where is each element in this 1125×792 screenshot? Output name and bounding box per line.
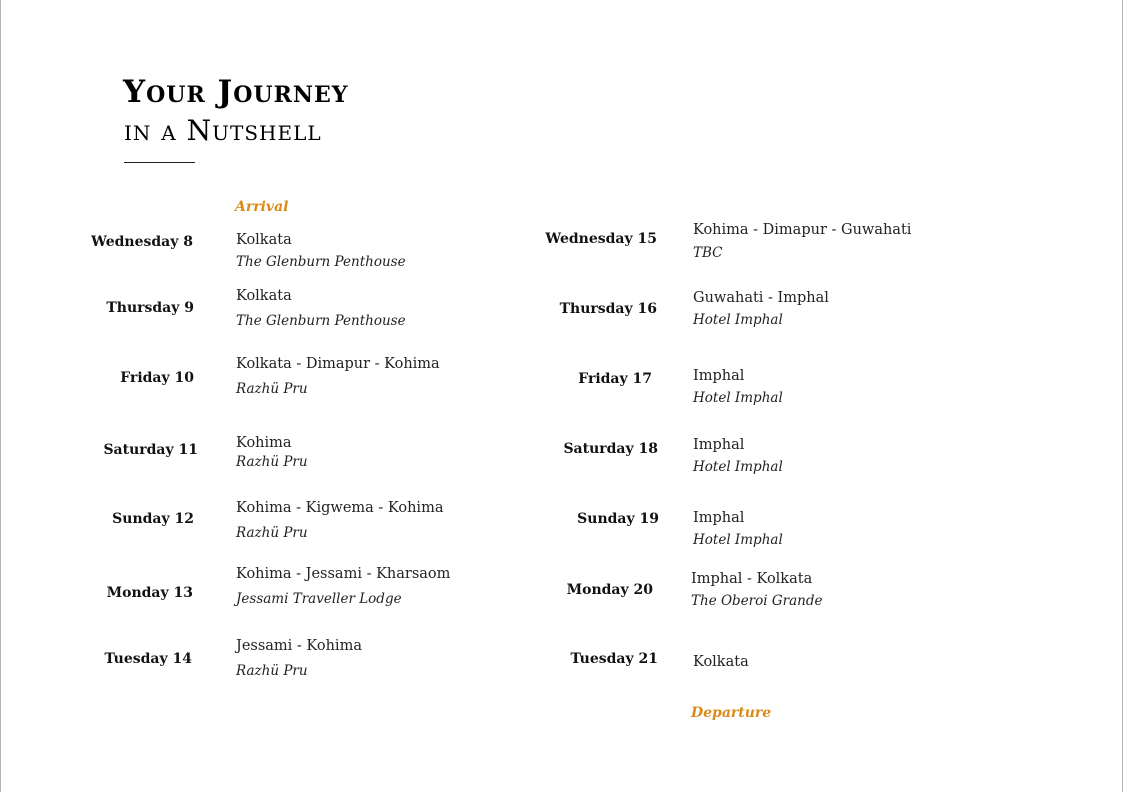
accommodation-text: Razhü Pru	[236, 454, 308, 470]
route-text: Kolkata - Dimapur - Kohima	[236, 356, 440, 372]
accommodation-text: Hotel Imphal	[693, 312, 783, 328]
title-underline	[124, 162, 195, 163]
route-text: Imphal	[693, 437, 745, 453]
day-label: Thursday 9	[106, 300, 194, 316]
route-text: Imphal - Kolkata	[691, 571, 813, 587]
accommodation-text: Razhü Pru	[236, 663, 308, 679]
accommodation-text: The Glenburn Penthouse	[236, 313, 406, 329]
accommodation-text: Hotel Imphal	[693, 532, 783, 548]
day-label: Tuesday 21	[570, 651, 658, 667]
route-text: Kolkata	[236, 232, 292, 248]
route-text: Kohima - Kigwema - Kohima	[236, 500, 444, 516]
day-label: Tuesday 14	[104, 651, 192, 667]
page-subtitle: in a Nutshell	[124, 114, 322, 147]
day-label: Saturday 18	[563, 441, 658, 457]
route-text: Kohima - Jessami - Kharsaom	[236, 566, 451, 582]
accommodation-text: Razhü Pru	[236, 525, 308, 541]
accommodation-text: Hotel Imphal	[693, 459, 783, 475]
page-title: Your Journey	[123, 74, 349, 110]
arrival-label: Arrival	[235, 199, 289, 215]
day-label: Wednesday 15	[545, 231, 657, 247]
departure-label: Departure	[691, 705, 772, 721]
route-text: Guwahati - Imphal	[693, 290, 829, 306]
day-label: Friday 17	[578, 371, 652, 387]
day-label: Friday 10	[120, 370, 194, 386]
accommodation-text: Razhü Pru	[236, 381, 308, 397]
route-text: Kohima	[236, 435, 292, 451]
route-text: Kolkata	[236, 288, 292, 304]
accommodation-text: The Glenburn Penthouse	[236, 254, 406, 270]
route-text: Kolkata	[693, 654, 749, 670]
day-label: Thursday 16	[559, 301, 657, 317]
accommodation-text: Hotel Imphal	[693, 390, 783, 406]
day-label: Wednesday 8	[91, 234, 193, 250]
accommodation-text: The Oberoi Grande	[691, 593, 823, 609]
day-label: Sunday 12	[112, 511, 194, 527]
day-label: Monday 20	[566, 582, 653, 598]
route-text: Imphal	[693, 368, 745, 384]
day-label: Saturday 11	[103, 442, 198, 458]
route-text: Kohima - Dimapur - Guwahati	[693, 222, 912, 238]
accommodation-text: TBC	[693, 245, 723, 261]
route-text: Jessami - Kohima	[236, 638, 362, 654]
accommodation-text: Jessami Traveller Lodge	[236, 591, 402, 607]
route-text: Imphal	[693, 510, 745, 526]
day-label: Monday 13	[106, 585, 193, 601]
day-label: Sunday 19	[577, 511, 659, 527]
